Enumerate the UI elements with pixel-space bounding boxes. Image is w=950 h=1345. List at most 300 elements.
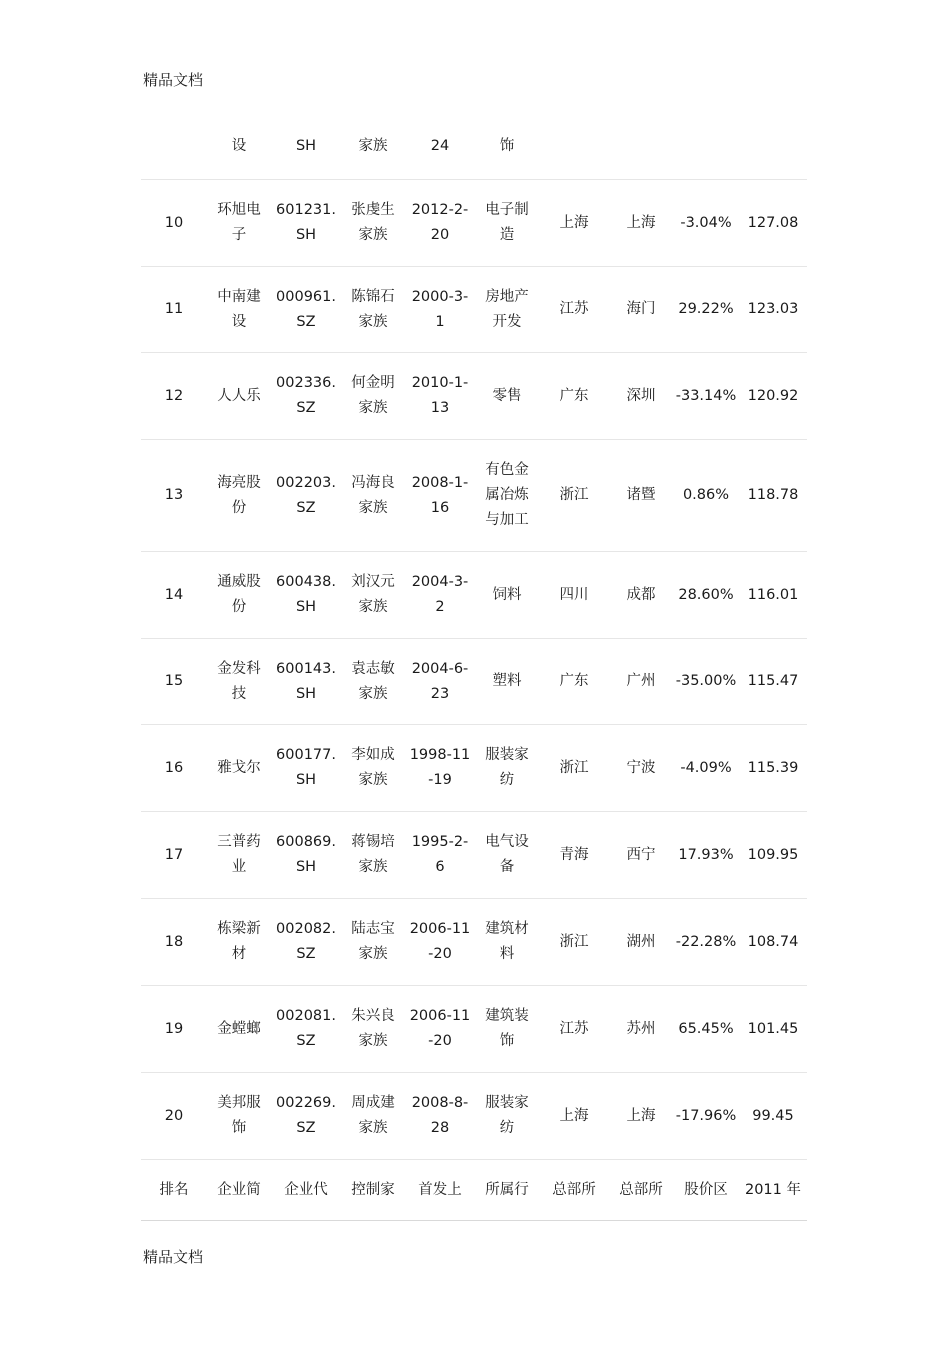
table-cell [539,297,609,322]
cell-text: 建筑材 [485,921,529,937]
cell-text: 601231. [276,202,336,218]
cell-text: 通威股 [217,574,261,590]
table-cell [475,285,539,335]
cell-text: 浙江 [559,759,589,776]
cell-text: SZ [296,946,316,962]
cell-text: 与加工 [485,512,529,528]
cell-text: 宁波 [626,759,656,776]
cell-text: 周成建 [351,1095,395,1111]
cell-text: 600438. [276,574,336,590]
table-cell [341,371,405,421]
cell-text: 四川 [559,586,589,603]
cell-text: SH [295,227,317,243]
table-cell [673,297,739,322]
table-cell [475,830,539,880]
table-cell [539,930,609,955]
table-cell [207,657,271,707]
table-cell [739,1017,807,1042]
cell-text: 何金明 [351,375,395,391]
cell-text: 建筑装 [485,1008,529,1024]
cell-text: 16 [430,499,450,516]
table-cell [405,285,475,335]
table-cell [609,756,673,781]
cell-text: -20 [428,946,452,962]
footer-watermark: 精品文档 [143,1248,204,1266]
table-cell [475,1178,539,1203]
cell-text: SZ [296,1120,316,1136]
cell-text: 份 [231,499,247,516]
cell-text: 苏州 [626,1020,656,1037]
table-cell [341,285,405,335]
cell-text: 技 [231,685,247,702]
table-cell [271,285,341,335]
table-cell [405,830,475,880]
cell-text: 120.92 [747,387,799,404]
table-cell [405,471,475,521]
table-cell [141,211,207,236]
cell-text: 家族 [358,1120,388,1136]
cell-text: 成都 [626,586,656,603]
cell-text: 房地产 [485,288,529,305]
cell-text: 总部所 [619,1181,663,1198]
table-cell [207,198,271,248]
table-cell [141,669,207,694]
table-cell [739,843,807,868]
table-cell [539,1017,609,1042]
cell-text: 家族 [358,313,388,330]
cell-text: -33.14% [675,387,737,404]
table-cell [673,483,739,508]
cell-text: 002336. [276,375,336,391]
cell-text: 116.01 [747,586,799,603]
table-cell [207,570,271,620]
cell-text: 18 [164,933,184,950]
table-cell [341,743,405,793]
table-cell [271,570,341,620]
table-cell [207,1178,271,1203]
table-cell [207,830,271,880]
cell-text: 115.39 [747,759,799,776]
table-cell [475,458,539,533]
table-cell [207,1091,271,1141]
cell-text: 家族 [358,685,388,702]
table-cell [539,483,609,508]
cell-text: 家族 [358,946,388,962]
cell-text: 2004-3- [411,574,469,590]
table-cell [271,1091,341,1141]
table-cell [141,756,207,781]
table-row [141,440,807,552]
cell-text: 份 [231,599,247,615]
cell-text: 127.08 [747,214,799,231]
cell-text: -22.28% [675,933,737,950]
cell-text: 115.47 [747,673,799,689]
cell-text: 2000-3- [411,288,469,305]
cell-text: 纺 [499,1120,515,1136]
cell-text: -3.04% [680,214,732,231]
cell-text: 2011 年 [744,1181,801,1198]
table-cell [739,211,807,236]
cell-text: 雅戈尔 [217,759,261,776]
cell-text: 99.45 [752,1107,794,1124]
table-cell [609,1017,673,1042]
cell-text: 金发科 [217,660,261,677]
table-cell [141,583,207,608]
cell-text: 首发上 [418,1181,462,1198]
table-cell [739,756,807,781]
table-cell [405,570,475,620]
table-cell [141,384,207,409]
cell-text: 109.95 [747,846,799,863]
cell-text: 600177. [276,747,336,763]
table-cell [475,1091,539,1141]
table-cell [539,583,609,608]
table-row [141,180,807,267]
cell-text: 上海 [559,1107,589,1124]
cell-text: 上海 [626,214,656,231]
cell-text: 纺 [499,772,515,788]
cell-text: 23 [430,685,450,702]
cell-text: 29.22% [678,301,734,317]
cell-text: 123.03 [747,301,799,317]
cell-text: -35.00% [675,673,737,689]
cell-text: -17.96% [675,1107,737,1124]
table-cell [739,1178,807,1203]
cell-text: 广州 [626,673,656,689]
table-cell [341,570,405,620]
table-cell [609,843,673,868]
table-cell [405,1178,475,1203]
cell-text: 张虔生 [351,202,395,218]
table-cell [475,1004,539,1054]
cell-text: 10 [164,214,184,231]
table-cell [341,1178,405,1203]
table-row [141,1073,807,1160]
cell-text: SZ [296,1033,316,1049]
cell-text: 有色金 [485,462,529,478]
table-cell [271,134,341,159]
table-row [141,812,807,899]
cell-text: 家族 [358,227,388,243]
table-cell [405,1004,475,1054]
cell-text: 13 [164,487,184,503]
cell-text: 2004-6- [411,660,469,677]
cell-text: 家族 [358,499,388,516]
cell-text: 广东 [559,387,589,404]
cell-text: 002082. [276,921,336,937]
table-cell [539,384,609,409]
cell-text: -19 [428,772,452,788]
cell-text: 总部所 [552,1181,596,1198]
cell-text: 业 [231,859,247,875]
table-cell [673,1104,739,1129]
cell-text: 20 [164,1107,184,1124]
stock-table [141,113,807,1221]
table-cell [475,134,539,159]
table-cell [673,384,739,409]
cell-text: 家族 [358,137,388,154]
cell-text: 上海 [626,1107,656,1124]
table-cell [475,917,539,967]
header-watermark: 精品文档 [143,71,204,89]
cell-text: 14 [164,586,184,603]
table-cell [341,1091,405,1141]
cell-text: 控制家 [351,1181,395,1198]
table-cell [405,134,475,159]
cell-text: SH [295,772,317,788]
cell-text: 19 [164,1020,184,1037]
cell-text: 陈锦石 [351,288,395,305]
cell-text: 118.78 [747,487,799,503]
cell-text: 股价区 [684,1181,728,1198]
table-cell [539,756,609,781]
table-cell [539,843,609,868]
cell-text: 服装家 [485,747,529,763]
table-cell [609,1104,673,1129]
table-cell [405,743,475,793]
table-cell [207,134,271,159]
cell-text: 家族 [358,1033,388,1049]
table-cell [475,583,539,608]
cell-text: 002269. [276,1095,336,1111]
cell-text: 002081. [276,1008,336,1024]
table-cell [475,198,539,248]
cell-text: 料 [499,946,515,962]
table-cell [405,657,475,707]
cell-text: 1 [435,313,445,330]
table-cell [539,211,609,236]
table-row [141,267,807,353]
cell-text: SH [295,859,317,875]
cell-text: 零售 [492,387,522,404]
table-cell [539,1104,609,1129]
cell-text: 江苏 [559,301,589,317]
cell-text: 所属行 [485,1181,529,1198]
cell-text: 000961. [276,288,336,305]
cell-text: 材 [231,946,247,962]
cell-text: SZ [296,400,316,416]
cell-text: 三普药 [217,834,261,850]
table-cell [405,198,475,248]
cell-text: 西宁 [626,846,656,863]
cell-text: 28 [430,1120,450,1136]
table-cell [141,1104,207,1129]
table-cell [405,371,475,421]
table-row [141,639,807,725]
cell-text: 24 [430,137,450,154]
table-cell [207,285,271,335]
cell-text: 陆志宝 [351,921,395,937]
cell-text: 企业代 [284,1181,328,1198]
cell-text: 属冶炼 [485,487,529,503]
cell-text: 设 [231,137,247,154]
table-cell [271,1178,341,1203]
cell-text: 电子制 [485,202,529,218]
table-cell [539,1178,609,1203]
table-cell [739,669,807,694]
table-cell [207,756,271,781]
cell-text: 诸暨 [626,487,656,503]
table-cell [739,384,807,409]
cell-text: 海亮股 [217,474,261,491]
cell-text: 湖州 [626,933,656,950]
table-cell [271,1004,341,1054]
cell-text: 15 [164,673,184,689]
cell-text: 排名 [159,1181,189,1198]
cell-text: 2008-8- [411,1095,469,1111]
table-cell [271,371,341,421]
cell-text: 20 [430,227,450,243]
cell-text: 袁志敏 [351,660,395,677]
cell-text: -4.09% [680,759,732,776]
table-row [141,899,807,986]
cell-text: 饰 [499,137,515,154]
cell-text: 家族 [358,772,388,788]
cell-text: 服装家 [485,1095,529,1111]
table-row [141,986,807,1073]
table-cell [405,917,475,967]
cell-text: 17.93% [678,846,734,863]
cell-text: 65.45% [678,1020,734,1037]
table-row [141,113,807,180]
cell-text: 浙江 [559,487,589,503]
cell-text: 李如成 [351,747,395,763]
table-cell [475,669,539,694]
cell-text: 16 [164,759,184,776]
cell-text: 备 [499,859,515,875]
table-cell [739,930,807,955]
cell-text: SH [295,685,317,702]
cell-text: 饲料 [492,586,522,603]
table-cell [141,1178,207,1203]
cell-text: 美邦服 [217,1095,261,1111]
cell-text: 2 [435,599,445,615]
table-cell [609,1178,673,1203]
table-cell [341,134,405,159]
table-cell [673,843,739,868]
table-cell [207,471,271,521]
cell-text: 深圳 [626,387,656,404]
cell-text: 上海 [559,214,589,231]
table-cell [609,297,673,322]
cell-text: 1995-2- [411,834,469,850]
table-cell [673,669,739,694]
cell-text: 栋梁新 [217,921,261,937]
cell-text: 2008-1- [411,474,469,491]
table-cell [141,483,207,508]
cell-text: 电气设 [485,834,529,850]
cell-text: 冯海良 [351,474,395,491]
cell-text: 企业简 [217,1181,261,1198]
table-row [141,725,807,812]
cell-text: 造 [499,227,515,243]
cell-text: SZ [296,499,316,516]
cell-text: 101.45 [747,1020,799,1037]
table-cell [739,483,807,508]
cell-text: 子 [231,227,247,243]
table-cell [475,743,539,793]
cell-text: 海门 [626,301,656,317]
cell-text: 2010-1- [411,375,469,391]
table-cell [673,211,739,236]
table-cell [673,1017,739,1042]
table-cell [271,830,341,880]
table-cell [271,471,341,521]
cell-text: 广东 [559,673,589,689]
cell-text: 家族 [358,400,388,416]
cell-text: 11 [164,301,184,317]
cell-text: 17 [164,846,184,863]
cell-text: SH [295,599,317,615]
cell-text: 青海 [559,846,589,863]
table-cell [609,384,673,409]
table-cell [341,830,405,880]
table-cell [271,743,341,793]
table-cell [207,917,271,967]
cell-text: 600143. [276,660,336,677]
table-cell [739,297,807,322]
table-cell [271,198,341,248]
cell-text: 2006-11 [409,1008,471,1024]
cell-text: 饰 [499,1033,515,1049]
table-cell [739,1104,807,1129]
cell-text: SZ [296,313,316,330]
cell-text: 开发 [492,313,522,330]
table-cell [341,471,405,521]
cell-text: 饰 [231,1120,247,1136]
cell-text: 0.86% [682,487,730,503]
table-row [141,353,807,440]
table-cell [673,1178,739,1203]
table-cell [271,657,341,707]
table-cell [141,843,207,868]
cell-text: 蒋锡培 [351,834,395,850]
cell-text: 1998-11 [409,747,471,763]
table-cell [141,930,207,955]
cell-text: 108.74 [747,933,799,950]
cell-text: 塑料 [492,673,522,689]
table-cell [673,583,739,608]
cell-text: SH [295,137,317,154]
table-cell [207,1017,271,1042]
table-cell [405,1091,475,1141]
cell-text: 刘汉元 [351,574,395,590]
cell-text: 中南建 [217,288,261,305]
cell-text: 家族 [358,599,388,615]
cell-text: 环旭电 [217,202,261,218]
table-cell [673,756,739,781]
cell-text: 600869. [276,834,336,850]
table-cell [141,1017,207,1042]
table-cell [609,669,673,694]
cell-text: 江苏 [559,1020,589,1037]
table-cell [271,917,341,967]
cell-text: 13 [430,400,450,416]
cell-text: 浙江 [559,933,589,950]
cell-text: 金螳螂 [217,1020,261,1037]
cell-text: 2012-2- [411,202,469,218]
table-cell [341,198,405,248]
table-cell [207,384,271,409]
table-cell [475,384,539,409]
cell-text: 设 [231,313,247,330]
cell-text: 人人乐 [217,387,261,404]
table-cell [609,583,673,608]
cell-text: 2006-11 [409,921,471,937]
table-cell [341,1004,405,1054]
table-cell [141,297,207,322]
table-cell [609,930,673,955]
